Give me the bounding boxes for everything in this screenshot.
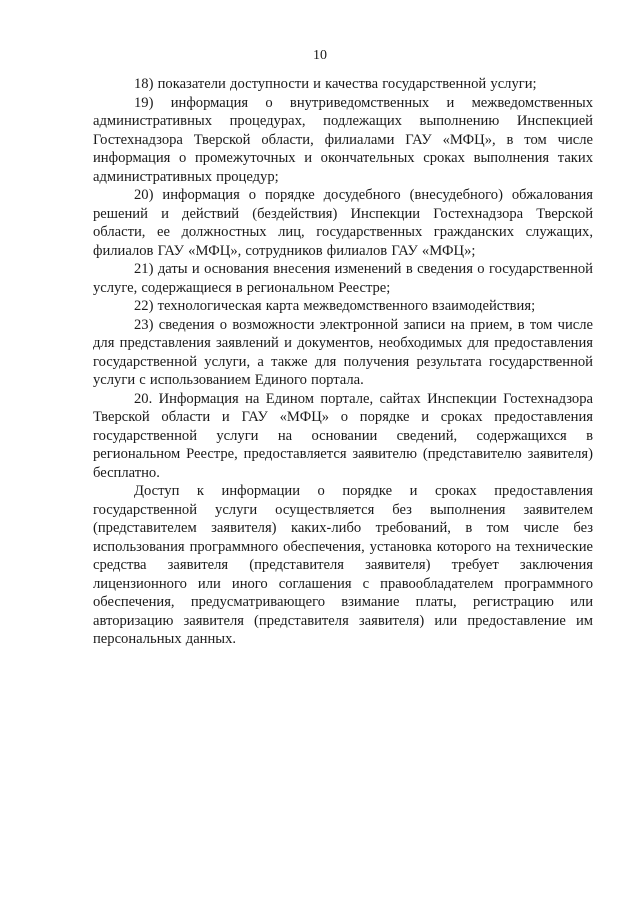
paragraph-item-21: 21) даты и основания внесения изменений в сведения о государственной услуге, содержащиеся в региональном Реестре; [93, 261, 593, 296]
paragraph-item-19: 19) информация о внутриведомственных и межведомственных административных процедурах, подлежащих выполнению Инспекцией Гостехнадзора Тверской области, филиалами ГАУ «МФЦ», в том числе информация о промежуточных и окончательных сроках выполнения таких административных процедур; [93, 94, 593, 185]
paragraph-item-23: 23) сведения о возможности электронной записи на прием, в том числе для представления заявлений и документов, необходимых для предоставления государственной услуги, а также для получения результата государственной услуги с использованием Единого портала. [93, 316, 593, 388]
document-body [93, 75, 593, 649]
page-number: 10 [313, 48, 327, 63]
paragraph-clause-20: 20. Информация на Едином портале, сайтах Инспекции Гостехнадзора Тверской области и ГАУ «МФЦ» о порядке и сроках предоставления государственной услуги на основании сведений, содержащихся в региональном Реестре, предоставляется заявителю (представителю заявителя) бесплатно. [93, 390, 593, 481]
paragraph-item-22: 22) технологическая карта межведомственного взаимодействия; [134, 298, 536, 314]
paragraph-access-info: Доступ к информации о порядке и сроках предоставления государственной услуги осуществляется без выполнения заявителем (представителем заявителя) каких-либо требований, в том числе без использования программного обеспечения, установка которого на технические средства заявителя (представителя заявителя) требует заключения лицензионного или иного соглашения с правообладателем программного обеспечения, предусматривающего взимание платы, регистрацию или авторизацию заявителя (представителя заявителя) или предоставление им персональных данных. [93, 483, 593, 647]
paragraph-item-20: 20) информация о порядке досудебного (внесудебного) обжалования решений и действий (бездействия) Инспекции Гостехнадзора Тверской области, ее должностных лиц, государственных гражданских служащих, филиалов ГАУ «МФЦ», сотрудников филиалов ГАУ «МФЦ»; [93, 187, 593, 259]
paragraph-item-18: 18) показатели доступности и качества государственной услуги; [134, 76, 537, 92]
